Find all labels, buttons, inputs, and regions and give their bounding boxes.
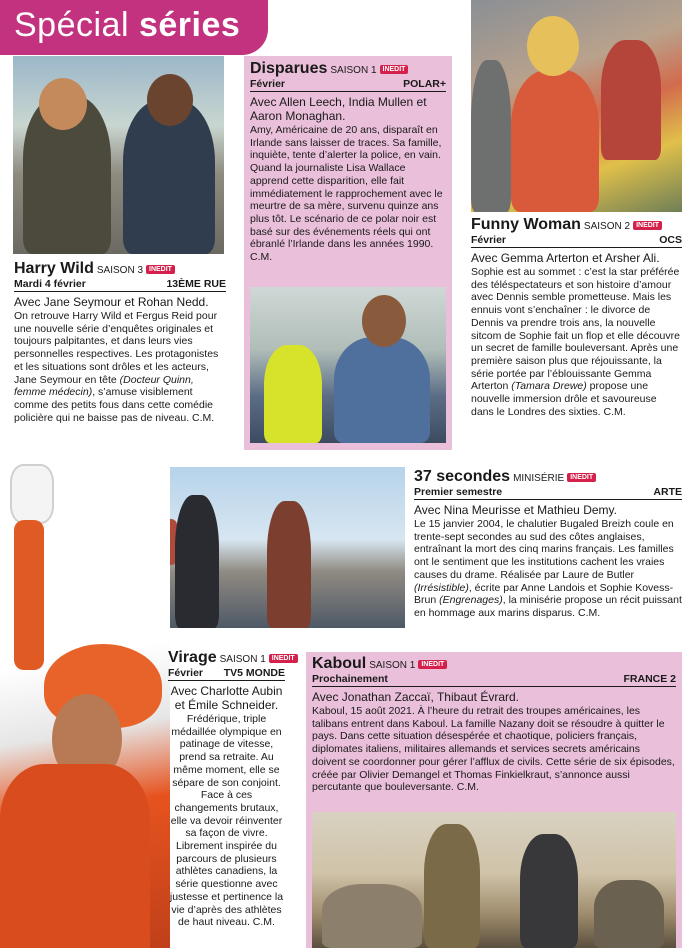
season-label: SAISON 1 xyxy=(369,660,416,671)
cast-line: Avec Allen Leech, India Mullen et Aaron Monaghan. xyxy=(250,95,427,123)
show-title: Harry Wild xyxy=(14,260,94,277)
funny-woman-photo xyxy=(471,0,682,212)
harry-wild-photo xyxy=(13,56,224,254)
broadcast-info xyxy=(250,78,446,92)
inedit-badge: INEDIT xyxy=(418,660,447,669)
broadcast-info xyxy=(14,278,226,292)
article-disparues xyxy=(250,60,446,264)
article-body: Amy, Américaine de 20 ans, disparaît en Irlande sans laisser de traces. Sa famille, inquiète, tente d’alerter la police, en vain. Quand la journaliste Lisa Wallace apprend cette disparition, elle fait immédiatement le rapprochement avec le meurtre de sa mère, survenu quinze ans plus tôt. Le scénario de ce polar noir est basé sur des événements réels qui ont ébranlé l’Irlande dans les années 1990. C.M. xyxy=(250,124,443,264)
show-title: Disparues xyxy=(250,60,328,77)
show-title: Kaboul xyxy=(312,655,367,672)
season-label: SAISON 3 xyxy=(96,265,144,276)
cast-line: Avec Jonathan Zaccaï, Thibaut Évrard. xyxy=(312,690,520,704)
broadcast-info xyxy=(471,234,682,248)
article-body: Sophie est au sommet : c’est la star préférée des téléspectateurs et son histoire d’amour avec Dennis semble prometteuse. Mais les ennuis vont s’enchaîner : le divorce de Dennis va prendre trois ans, la nouvelle sitcom de Sophie fait un flop et elle découvre un secret de famille bouleversant. Après une première saison plus que réjouissante, la série portée par l’éblouissante Gemma Arterton (Tamara Drewe) propose une nouvelle immersion drôle et savoureuse dans le Londres des sixties. C.M. xyxy=(471,266,680,418)
inedit-badge: INEDIT xyxy=(146,265,175,274)
cast-line: Avec Jane Seymour et Rohan Nedd. xyxy=(14,295,209,309)
section-title: Spécial séries xyxy=(14,6,241,44)
show-title: Virage xyxy=(168,649,217,666)
article-body: Kaboul, 15 août 2021. À l’heure du retrait des troupes américaines, les talibans entrent dans Kaboul. La famille Nazany doit se résoudre à quitter le pays. Dans cette situation désespérée et chaotique, policiers français, diplomates italiens, militaires allemands et services secrets américains doivent se coordonner pour gérer l’afflux de civils. Cette série de six épisodes, créée par Olivier Demangel et Thomas Finkielkraut, s’annonce aussi percutante que bouleversante. C.M. xyxy=(312,705,675,794)
channel-name: 13ÈME RUE xyxy=(166,278,226,290)
article-funny-woman xyxy=(471,216,682,418)
channel-name: ARTE xyxy=(653,486,682,498)
broadcast-date: Février xyxy=(471,234,507,246)
cast-line: Avec Gemma Arterton et Arsher Ali. xyxy=(471,251,660,265)
channel-name: TV5 MONDE xyxy=(223,667,285,679)
broadcast-date: Prochainement xyxy=(312,673,388,685)
broadcast-date: Mardi 4 février xyxy=(14,278,86,290)
channel-name: POLAR+ xyxy=(403,78,446,90)
article-harry-wild xyxy=(14,260,226,424)
show-title: 37 secondes xyxy=(414,468,511,485)
season-label: MINISÉRIE xyxy=(513,473,565,484)
broadcast-date: Février xyxy=(250,78,286,90)
inedit-badge: INEDIT xyxy=(380,65,409,74)
cast-line: Avec Nina Meurisse et Mathieu Demy. xyxy=(414,503,617,517)
broadcast-info xyxy=(168,667,285,681)
article-virage xyxy=(168,649,295,929)
season-label: SAISON 1 xyxy=(330,65,377,76)
virage-photo xyxy=(0,464,170,948)
kaboul-photo xyxy=(312,812,676,948)
article-kaboul xyxy=(312,655,676,794)
inedit-badge: INEDIT xyxy=(269,654,298,663)
broadcast-info xyxy=(414,486,682,500)
season-label: SAISON 2 xyxy=(583,221,631,232)
show-title: Funny Woman xyxy=(471,216,581,233)
channel-name: OCS xyxy=(659,234,682,246)
inedit-badge: INEDIT xyxy=(567,473,596,482)
article-37-secondes xyxy=(414,468,682,620)
article-body: Frédérique, triple médaillée olympique en patinage de vitesse, prend sa retraite. Au même moment, elle se sépare de son conjoint. Face à ces changements brutaux, elle va devoir réinventer sa façon de vivre. Librement inspirée du parcours de plusieurs athlètes canadiens, la série questionne avec justesse et pertinence la vie d’après des athlètes de haut niveau. C.M. xyxy=(169,713,284,929)
broadcast-info xyxy=(312,673,676,687)
cast-line: Avec Charlotte Aubin et Émile Schneider. xyxy=(170,684,283,712)
disparues-photo xyxy=(250,287,446,443)
channel-name: FRANCE 2 xyxy=(623,673,676,685)
article-body: Le 15 janvier 2004, le chalutier Bugaled Breizh coule en trente-sept secondes au sud des côtes anglaises, entraînant la mort des cinq marins français. Les familles ont le sentiment que les institutions cachent les vraies causes du drame. Réalisée par Laure de Butler (Irrésistible), écrite par Anne Landois et Sophie Kovess-Brun (Engrenages), la minisérie propose un récit puissant en hommage aux marins disparus. C.M. xyxy=(414,518,682,619)
season-label: SAISON 1 xyxy=(219,654,266,665)
broadcast-date: Février xyxy=(168,667,204,679)
inedit-badge: INEDIT xyxy=(633,221,662,230)
article-body: On retrouve Harry Wild et Fergus Reid pour une nouvelle série d’enquêtes originales et toujours palpitantes, et dans leurs vies personnelles respectives. Les protagonistes et les situations sont drôles et les acteurs, Jane Seymour en tête (Docteur Quinn, femme médecin), s’amuse visiblement comme des petits fous dans cette comédie policière qui ne baisse pas de niveau. C.M. xyxy=(14,310,219,424)
broadcast-date: Premier semestre xyxy=(414,486,503,498)
